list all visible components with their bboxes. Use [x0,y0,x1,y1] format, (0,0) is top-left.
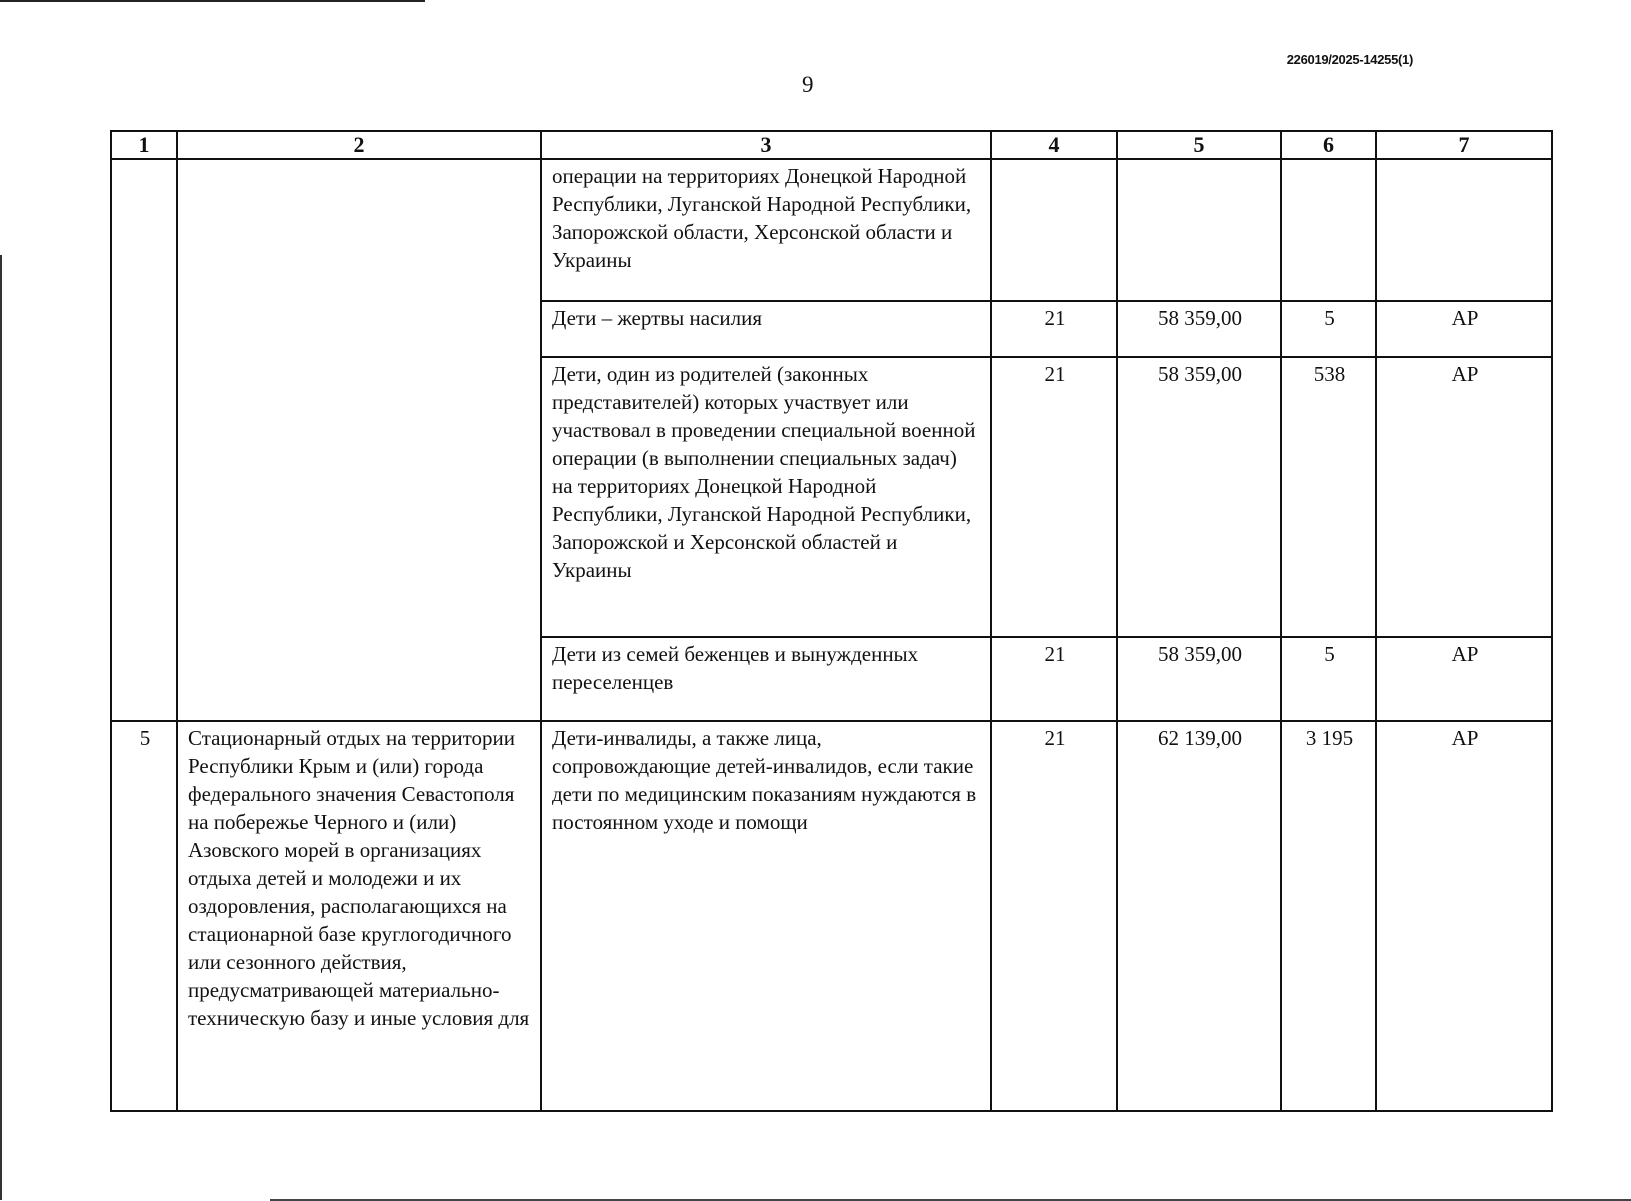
category-cell: Дети, один из родителей (законных представителей) которых участвует или участвовал в проведении специальной военной операции (в выполнении специальных задач) на территориях Донецкой Народной Республики, Луганской Народной Республики, Запорожской и Херсонской областей и Украины [541,357,991,637]
scan-edge-left [0,255,2,1200]
category-cell: операции на территориях Донецкой Народной Республики, Луганской Народной Республики, Запорожской области, Херсонской области и Украины [541,159,991,301]
category-cell: Дети-инвалиды, а также лица, сопровождающие детей-инвалидов, если такие дети по медицинским показаниям нуждаются в постоянном уходе и помощи [541,721,991,1111]
count-cell: 5 [1281,637,1376,721]
column-header-7: 7 [1376,131,1552,159]
row-number-cell: 5 [111,721,177,1111]
column-header-4: 4 [991,131,1117,159]
row-group-number-cell [111,159,177,721]
cost-cell: 62 139,00 [1117,721,1281,1111]
column-header-1: 1 [111,131,177,159]
header-row [111,131,1552,159]
code-cell: АР [1376,637,1552,721]
code-cell [1376,159,1552,301]
cost-cell: 58 359,00 [1117,637,1281,721]
document-number: 226019/2025-14255(1) [1286,52,1413,67]
column-header-5: 5 [1117,131,1281,159]
table-row [111,721,1552,1111]
code-cell: АР [1376,721,1552,1111]
row-group-service-cell [177,159,541,721]
column-header-3: 3 [541,131,991,159]
count-cell: 5 [1281,301,1376,357]
days-cell: 21 [991,721,1117,1111]
cost-cell: 58 359,00 [1117,357,1281,637]
column-header-6: 6 [1281,131,1376,159]
code-cell: АР [1376,301,1552,357]
days-cell [991,159,1117,301]
count-cell [1281,159,1376,301]
cost-cell [1117,159,1281,301]
page-number: 9 [802,72,814,97]
scan-edge-top [0,0,425,2]
count-cell: 3 195 [1281,721,1376,1111]
days-cell: 21 [991,637,1117,721]
code-cell: АР [1376,357,1552,637]
column-header-2: 2 [177,131,541,159]
days-cell: 21 [991,357,1117,637]
data-table [110,130,1553,1112]
days-cell: 21 [991,301,1117,357]
service-description-cell: Стационарный отдых на территории Республики Крым и (или) города федерального значения Севастополя на побережье Черного и (или) Азовского морей в организациях отдыха детей и молодежи и их оздоровления, располагающихся на стационарной базе круглогодичного или сезонного действия, предусматривающей материально-техническую базу и иные условия для [177,721,541,1111]
category-cell: Дети – жертвы насилия [541,301,991,357]
table-row [111,159,1552,301]
cost-cell: 58 359,00 [1117,301,1281,357]
category-cell: Дети из семей беженцев и вынужденных переселенцев [541,637,991,721]
count-cell: 538 [1281,357,1376,637]
